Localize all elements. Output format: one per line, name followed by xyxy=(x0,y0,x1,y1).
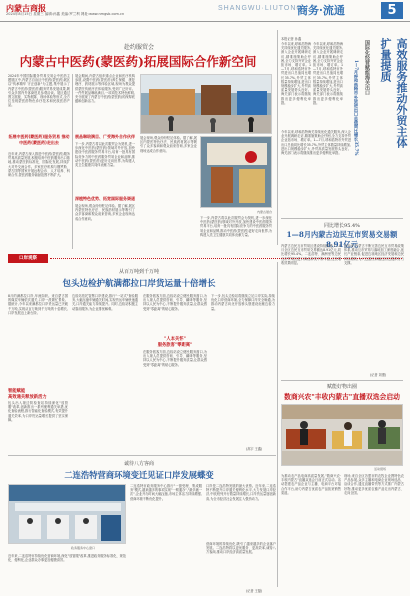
exhibition-hall-photo xyxy=(141,75,272,134)
story2-headline: 高效服务推动外贸主体扩量提质 xyxy=(379,38,408,148)
story6-body-a: 近年来,二连浩特市持续优化营商环境,深化"放管服"改革,推进政务服务标准化、规范化、便利化,企业群众办事更加便捷高效。 xyxy=(8,554,126,563)
story5-subhead-2: 高效通关释放新活力 xyxy=(8,395,47,400)
story1-photo xyxy=(140,74,272,134)
newspaper-logo: 内蒙古商报 xyxy=(6,3,46,13)
story2-byline: 本报记者 孙鑫 xyxy=(281,37,302,41)
story3-body-a: 内蒙古边民互市贸易区建设持续推进,1—8月全区边民互市贸易交易额达8.91亿元,同比增长95.4%。二连浩特、满洲里等边民互市贸易区进口商品种类不断丰富,边民增收效果明显。 xyxy=(281,244,341,265)
story1-subhead-1: 拓展中医药(蒙医药)服务贸易 推动中医药(蒙医药)走出去 xyxy=(8,134,70,145)
section-divider xyxy=(8,455,276,456)
story6-body-d: 营商环境的持续优化,吸引了越来越多的企业落户发展。二连浩特将以更优服务、更高效率,诚待八方客商,推动口岸经济高质量发展。 xyxy=(206,542,276,555)
section-latin-title: SHANGWU·LIUTONG xyxy=(218,5,303,12)
exhibit-display-photo xyxy=(201,137,272,208)
story2-deck: 1—7月呼和浩特市外贸进出口总值同比增长35.7% xyxy=(354,60,359,156)
story4-photo xyxy=(281,404,403,466)
story1-body-a: 2024年中国国际服务贸易交易会中医药主题展区中,内蒙古自治区中医药(蒙医药)展区以"传承精华 守正创新"为主题,集中展示了内蒙古中医药(蒙医药)服务贸易发展成果,吸引众多国内外客商驻足参观洽谈。展区通过图文展板、实物展陈、现场体验等形式,全方位呈现蒙医药特色诊疗技术和民族医药产品。 xyxy=(8,74,70,108)
story4-kicker: 赋能好物出圈 xyxy=(326,384,357,390)
story1-body-b: 近年来,内蒙古深入推进中医药(蒙医药)服务贸易高质量发展,积极培育中医药服务出口基地,推动蒙医药标准化、国际化发展,持续扩大对外交流合作。多家医疗机构与俄罗斯、蒙古国等国家开展远程会诊、人才培养、科研合作,蒙医药服务辐射范围不断扩大。 xyxy=(8,152,70,178)
story2-body-b: 今年以来,呼和浩特海关持续优化通关服务,深入企业开展调研走访,精准施策助企纾困,全力支持外贸企业拓市场、增订单。1—7月,呼和浩特市外贸进出口总值同比增长35.7%,外贸主体数量持续增加,进出口规模稳步扩大,外贸高质量发展势头良好。海关部门表示将继续推出更多便利化举措。 xyxy=(313,42,343,105)
page-number: 5 xyxy=(381,2,403,19)
story6-photo xyxy=(8,484,126,544)
section-divider xyxy=(281,218,403,219)
column-divider xyxy=(72,74,73,249)
story1-subhead-3: 展品琳琅满目、广受海外合作伙伴 xyxy=(75,134,135,139)
story4-body-b: 现场,来自全区各盟市的农牧企业携特色农产品参展,众多主播和电商企业现场选品、洽谈合作,通过直播带货等方式推广内蒙古好物,推动更多优质农畜产品走出内蒙古、走向全国。 xyxy=(344,474,404,495)
story6-body-c: 口岸是二连浩特发展的最大优势。近年来,二连浩特不断提升口岸通关便利化水平,大力发展口岸经济,中欧班列开行数量持续增长,口岸货运量屡创新高,为全市经济社会发展注入强劲动力。 xyxy=(206,484,276,501)
story5-body-d: 在服务旅客方面,边检站设立便民服务窗口,为出入境人员提供咨询、引导、翻译等服务,坚持以人民为中心,不断提升服务质量,让群众感受到"零距离"的贴心服务。 xyxy=(143,294,207,311)
section-divider xyxy=(281,380,403,381)
section-title: 商务·流通 xyxy=(297,4,345,17)
story6-headline: 二连浩特营商环境变迁见证口岸发展蝶变 xyxy=(64,470,214,480)
story1-body-side: 展会现场,观众纷纷驻足体验。据了解,展区内蒙医特色疗法、民族药材展示等吸引了众多客商和观众前来咨询,多家企业现场达成合作意向。 xyxy=(140,136,197,153)
story5-body-b: 包头出入境边防检查站持续深化"放管服"改革,创新推出一系列便利通关举措,优化查验流程,推行智能化查验模式,有效提升通关效率,为口岸货运量增长提供了坚实保障。 xyxy=(8,401,68,422)
story2-kicker: 国际化经营赋能海关出口 xyxy=(364,40,370,95)
story1-kicker: 赴约服贸会 xyxy=(123,44,154,51)
story6-body-b: 二连浩特市政务服务中心推行"一窗受理、集成服务"模式,越来越多的事项实现"一网通办","最多跑一次",企业开办时间大幅压缩,市场主体活力持续增强,营商环境不断优化提升。 xyxy=(130,484,202,501)
story1-body-c: 展会期间,内蒙古组织重点企业和医疗机构参展,设置中医药(蒙医药)养生保健、康复理疗、药材展示等体验区域,现场为观众提供蒙医传统疗法体验服务,受到广泛好评。一件件展品琳琅满目,一项项技术特色鲜明,充分展现了内蒙古中医药(蒙医药)的深厚底蕴和创新活力。 xyxy=(75,74,135,104)
story5-body-e: 下一步,包头边检站将继续立足口岸实际,持续优化口岸营商环境,全力保障口岸安全畅通,为推动内蒙古向北开放桥头堡建设贡献边检力量。 xyxy=(211,294,275,311)
service-center-photo xyxy=(9,485,126,544)
story1-body-e: 展会现场,观众纷纷驻足体验。据了解,展区内蒙医特色疗法、民族药材展示等吸引了众多客商和观众前来咨询,多家企业现场达成合作意向。 xyxy=(75,204,135,221)
story1-photo-2 xyxy=(200,136,272,208)
story2-body-c: 今年以来,呼和浩特海关持续优化通关服务,深入企业开展调研走访,精准施策助企纾困,全力支持外贸企业拓市场、增订单。1—7月,呼和浩特市外贸进出口总值同比增长35.7%,外贸主体数量持续增加,进出口规模稳步扩大,外贸高质量发展势头良好。海关部门表示将继续推出更多便利化举措。 xyxy=(281,130,351,156)
story6-photo-caption: 政务服务中心窗口 xyxy=(70,546,95,550)
story5-body-a: 8月的满都拉口岸,车流如织。来自蒙古国的煤炭车辆依次通关,口岸一派繁忙景象。据统计,今年以来满都拉口岸货运量已突破千万吨,实现从百万吨到千万吨的十倍增长,口岸发展迈上新台阶。 xyxy=(8,294,68,315)
story6-byline: (记者 王磊) xyxy=(246,589,263,593)
story5-subhead-4: 服务旅客"零距离" xyxy=(157,343,193,348)
story4-headline: 数商兴农"丰收内蒙古"直播双选会启动 xyxy=(284,393,400,401)
story2-body-a: 今年以来,呼和浩特海关持续优化通关服务,深入企业开展调研走访,精准施策助企纾困,全力支持外贸企业拓市场、增订单。1—7月,呼和浩特市外贸进出口总值同比增长35.7%,外贸主体数量持续增加,进出口规模稳步扩大,外贸高质量发展势头良好。海关部门表示将继续推出更多便利化举措。 xyxy=(281,42,311,105)
story1-body-d: 下一步,内蒙古将以此次服贸会为契机,进一步深化中医药(蒙医药)领域对外开放,加快建设中医药服务贸易平台,培育一批具有国际竞争力的中医药服务贸易企业和品牌,推动中医药(蒙医药)更好走向世界,为构建人类卫生健康共同体贡献力量。 xyxy=(75,142,135,168)
story4-body-a: 为推动农产品电商高质量发展,"数商兴农·丰收内蒙古"直播双选会日前正式启动。活动搭建农产品企业与主播、电商平台对接合作平台,助力内蒙古优质农产品拓宽销售渠道。 xyxy=(281,474,341,495)
story1-photo-caption: 内蒙古展台 xyxy=(256,210,272,214)
story1-subhead-4: 深植特色优势、拓宽国际服务渠道 xyxy=(75,196,135,201)
column-divider xyxy=(277,262,278,587)
story3-headline: 1—8月内蒙古边民互市贸易交易额8.91亿元 xyxy=(286,230,398,249)
story1-body-tail: 下一步,内蒙古将以此次服贸会为契机,进一步深化中医药(蒙医药)领域对外开放,加快建设中医药服务贸易平台,培育一批具有国际竞争力的中医药服务贸易企业和品牌,推动中医药(蒙医药)更好走向世界,为构建人类卫生健康共同体贡献力量。 xyxy=(200,216,272,237)
story1-headline: 内蒙古中医药(蒙医药)拓展国际合作新空间 xyxy=(19,54,257,69)
story3-byline: (记者 刘蕾) xyxy=(370,373,387,377)
dotted-rule xyxy=(50,258,402,259)
dateline: 2024年8月15日 星期三 编辑:孙鑫 美编:罗兰利 网址:www.nmgsb.com.cn xyxy=(6,12,125,16)
story5-kicker: 从百万吨到千万吨 xyxy=(118,269,159,275)
story6-kicker: 诚待八方客商 xyxy=(123,461,154,467)
livestream-event-photo xyxy=(282,405,403,466)
story5-subhead-1: 智能赋能 xyxy=(8,389,26,394)
story4-photo-caption: 活动现场 xyxy=(374,467,387,471)
story5-headline: 包头边检护航满都拉口岸货运量十倍增长 xyxy=(62,279,216,289)
story5-body-c: 边检站依托智慧口岸建设,推行"一站式"查验服务,大幅压缩车辆通关时间,实现货运车辆快速通关,口岸通关能力持续提升。同时,边检站积极主动靠前服务,为企业排忧解难。 xyxy=(72,294,138,311)
column-divider xyxy=(277,30,278,245)
page-header xyxy=(0,0,410,22)
story3-body-b: 近年来,内蒙古不断完善边民互市贸易政策体系,推动互市贸易与落地加工深度融合,延长产业链条,促进边境地区经济发展和边民持续增收,为兴边富民和稳边固边提供有力支撑。 xyxy=(344,244,404,265)
story5-body-d2: 在服务旅客方面,边检站设立便民服务窗口,为出入境人员提供咨询、引导、翻译等服务,坚持以人民为中心,不断提升服务质量,让群众感受到"零距离"的贴心服务。 xyxy=(143,350,207,367)
story3-kicker: 同比增长95.4% xyxy=(324,223,360,229)
story5-subhead-3: "人本关怀" xyxy=(164,337,186,342)
story5-byline: (高宇 王鑫) xyxy=(246,447,263,451)
column-tag: 口岸观察 xyxy=(8,254,48,263)
